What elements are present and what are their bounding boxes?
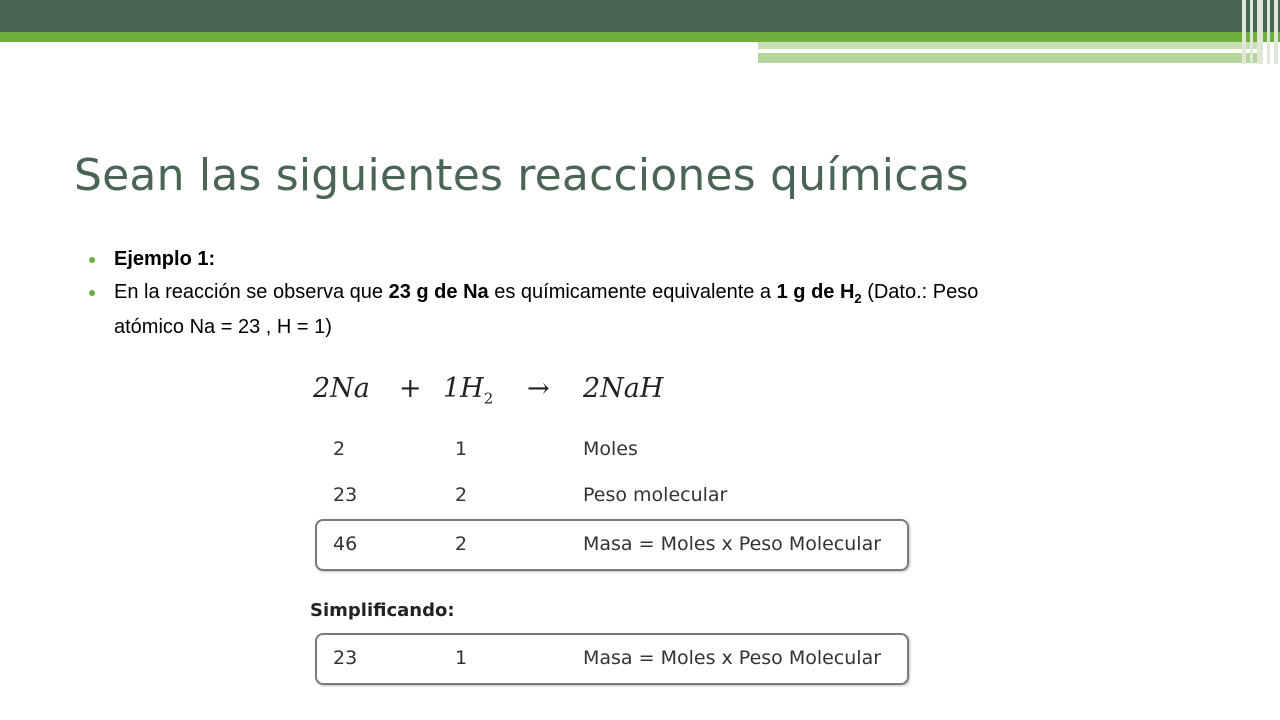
- equation-reactant-1: 2Na: [313, 373, 370, 404]
- header-green-bar: [0, 32, 1280, 42]
- table-row-simplified: 23 1 Masa = Moles x Peso Molecular: [333, 647, 882, 669]
- bullet-bold-part: 1 g de $H_2$: [776, 281, 862, 306]
- equation-reactant-2: $1H_2$: [443, 373, 494, 408]
- bullet-text-part: En la reacción se observa que: [114, 281, 389, 303]
- simplify-label: Simplificando:: [310, 600, 455, 621]
- equation-product: 2NaH: [583, 373, 664, 404]
- bullet-text-part: es químicamente equivalente a: [488, 281, 777, 303]
- bullet-dot-icon: ●: [88, 284, 97, 300]
- bullet-bold-part: 23 g de Na: [388, 281, 489, 303]
- bullet-list: [88, 245, 1048, 346]
- header-dark-bar: [0, 0, 1280, 32]
- bullet-item: [88, 245, 1048, 274]
- table-row-moles: 2 1 Moles: [333, 438, 638, 460]
- equation-plus: +: [399, 373, 422, 404]
- table-row-masa: 46 2 Masa = Moles x Peso Molecular: [333, 533, 882, 555]
- equation-arrow: →: [527, 373, 550, 404]
- slide-title: Sean las siguientes reacciones químicas: [74, 150, 969, 201]
- bullet-item: [88, 278, 1048, 342]
- table-row-peso: 23 2 Peso molecular: [333, 484, 728, 506]
- header-light-bar-1: [758, 42, 1258, 49]
- bullet-text: Ejemplo 1:: [114, 248, 216, 270]
- header-light-bar-2: [758, 53, 1258, 63]
- reaction-figure: [305, 365, 925, 700]
- bullet-dot-icon: ●: [88, 251, 97, 267]
- header-edge-stripes: [1240, 0, 1280, 64]
- header-white-line: [760, 50, 1185, 52]
- bullet-text-part: (Dato.: Peso atómico Na = 23 , H = 1): [114, 281, 979, 338]
